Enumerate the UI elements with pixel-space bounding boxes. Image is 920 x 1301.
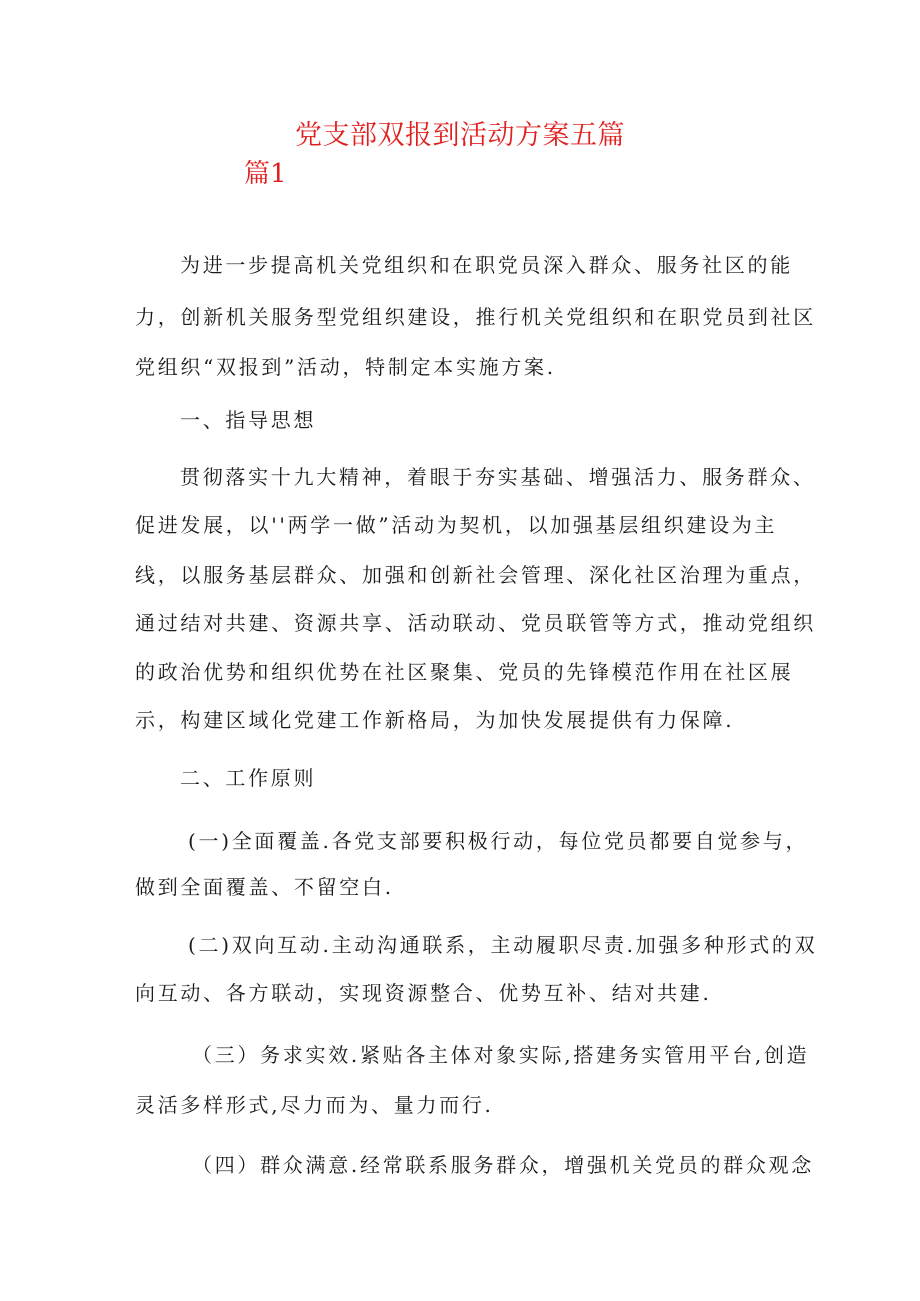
intro-line: 为进一步提高机关党组织和在职党员深入群众、服务社区的能 — [180, 253, 793, 277]
document-title: 党支部双报到活动方案五篇 — [295, 120, 625, 151]
paragraph-line: 贯彻落实十九大精神，着眼于夯实基础、增强活力、服务群众、 — [180, 465, 816, 489]
intro-line: 力，创新机关服务型党组织建设，推行机关党组织和在职党员到社区 — [135, 305, 816, 329]
paragraph-line: 通过结对共建、资源共享、活动联动、党员联管等方式，推动党组织 — [135, 611, 816, 635]
principle-line: (二)双向互动.主动沟通联系，主动履职尽责.加强多种形式的双 — [188, 933, 818, 957]
principle-line: 向互动、各方联动，实现资源整合、优势互补、结对共建. — [135, 981, 712, 1005]
principle-line: （四）群众满意.经常联系服务群众，增强机关党员的群众观念 — [192, 1153, 814, 1177]
paragraph-line: 促进发展，以''两学一做”活动为契机，以加强基层组织建设为主 — [135, 513, 778, 537]
intro-line: 党组织“双报到”活动，特制定本实施方案. — [135, 355, 556, 379]
heading-work-principles: 二、工作原则 — [180, 766, 317, 790]
paragraph-line: 的政治优势和组织优势在社区聚集、党员的先锋模范作用在社区展 — [135, 660, 794, 684]
paragraph-line: 示，构建区域化党建工作新格局，为加快发展提供有力保障. — [135, 708, 735, 732]
section-label: 篇1 — [244, 159, 287, 189]
principle-line: 做到全面覆盖、不留空白. — [135, 875, 394, 899]
paragraph-line: 线，以服务基层群众、加强和创新社会管理、深化社区治理为重点， — [135, 563, 816, 587]
principle-line: （三）务求实效.紧贴各主体对象实际,搭建务实管用平台,创造 — [192, 1043, 810, 1067]
heading-guiding-thought: 一、指导思想 — [180, 408, 317, 432]
principle-line: (一)全面覆盖.各党支部要积极行动，每位党员都要自觉参与， — [188, 829, 809, 853]
principle-line: 灵活多样形式,尽力而为、量力而行. — [135, 1093, 494, 1117]
